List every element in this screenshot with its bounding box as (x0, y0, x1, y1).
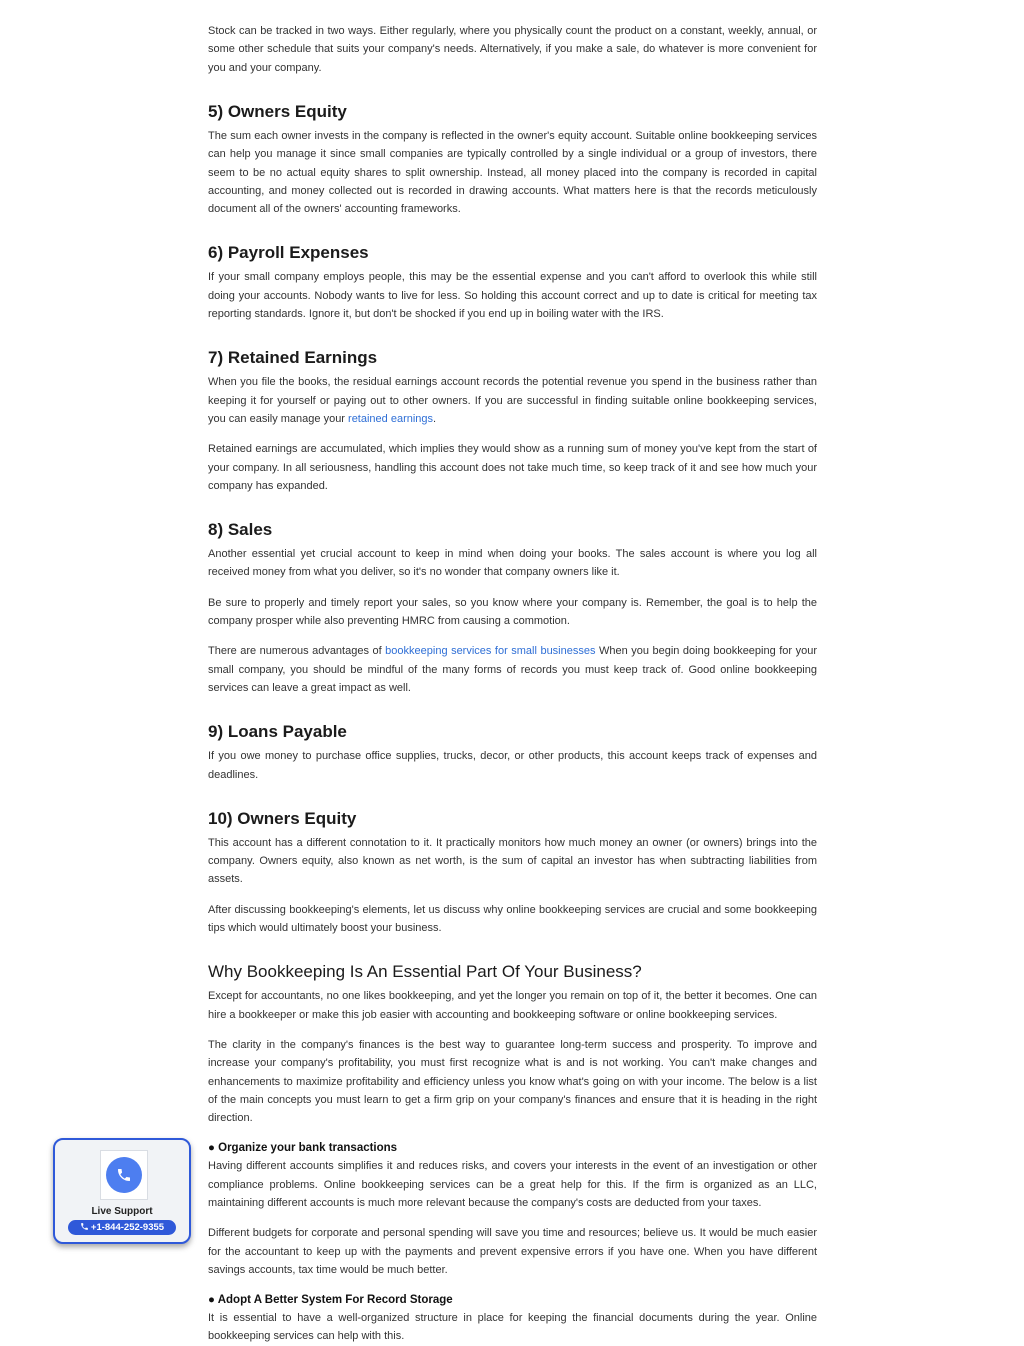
paragraph (208, 642, 817, 697)
paragraph: The sum each owner invests in the company is reflected in the owner's equity account. Suitable online bookkeeping services can help you manage it since small companies are typically controlled by a single individual or a group of investors, there seem to be no actual equity shares to split ownership. Instead, all money placed into the company is recorded in capital accounting, and money collected out is recorded in drawing accounts. What matters here is that the records meticulously document all of the owners' accounting frameworks. (208, 130, 817, 216)
clipped-intro (208, 25, 817, 89)
paragraph: Different budgets for corporate and personal spending will save you time and resources; believe us. It would be much easier for the accountant to keep up with the payments and prevent expensive errors if you have one. When you have different savings accounts, tax time would be much better. (208, 1227, 817, 1276)
live-support-widget[interactable] (53, 1138, 191, 1244)
phone-number-button[interactable] (68, 1220, 176, 1235)
bullet-heading: ● Organize your bank transactions (208, 1142, 398, 1155)
heading-owners-equity-2: 10) Owners Equity (208, 808, 357, 828)
text: When you begin doing bookkeeping for your small company, you should be mindful of the many forms of records you must keep track of. Good online bookkeeping services can leave a great impact as well. (208, 645, 817, 694)
paragraph: The clarity in the company's finances is the best way to guarantee long-term success and prosperity. To improve and increase your company's profitability, you must first recognize what is and is not working. You can't make changes and enhancements to maximize profitability and efficiency unless you know what's going on with your income. The below is a list of the main concepts you must learn to get a firm grip on your company's finances and ensure that it is heading in the right direction. (208, 1038, 817, 1125)
live-support-label: Live Support (91, 1206, 153, 1217)
bullet-heading: ● Adopt A Better System For Record Storage (208, 1294, 453, 1307)
phone-number: +1-844-252-9355 (90, 1222, 165, 1233)
phone-icon[interactable] (106, 1157, 142, 1193)
intro-paragraph: Stock can be tracked in two ways. Either regularly, where you physically count the product on a constant, weekly, annual, or some other schedule that suits your company's needs. Alternatively, if you make a sale, do whatever is more convenient for you and your company. (208, 25, 817, 74)
paragraph: After discussing bookkeeping's elements, let us discuss why online bookkeeping services are crucial and some bookkeeping tips which would ultimately boost your business. (208, 903, 817, 935)
paragraph: Except for accountants, no one likes bookkeeping, and yet the longer you remain on top of it, the better it becomes. One can hire a bookkeeper or make this job easier with accounting and bookkeeping software or online bookkeeping services. (208, 990, 817, 1021)
heading-retained-earnings: 7) Retained Earnings (208, 348, 378, 368)
heading-payroll-expenses: 6) Payroll Expenses (208, 243, 369, 263)
article-content (208, 25, 817, 1343)
paragraph: Retained earnings are accumulated, which implies they would show as a running sum of money you've kept from the start of your company. In all seriousness, handling this account does not take much time, so keep track of it and see how much your company has expanded. (208, 443, 817, 492)
paragraph: If your small company employs people, this may be the essential expense and you can't afford to overlook this while still doing your accounts. Nobody wants to live for less. So holding this account correct and up to date is critical for meeting tax reporting standards. Ignore it, but don't be shocked if you end up in boiling water with the IRS. (208, 271, 817, 321)
text: . (433, 412, 437, 425)
link-retained-earnings[interactable]: retained earnings (348, 412, 434, 425)
phone-icon-box[interactable] (100, 1150, 148, 1200)
paragraph: Another essential yet crucial account to keep in mind when doing your books. The sales account is where you log all received money from what you deliver, so it's no wonder that company owners like it. (208, 548, 817, 579)
heading-sales: 8) Sales (208, 520, 273, 540)
heading-loans-payable: 9) Loans Payable (208, 722, 347, 742)
paragraph (208, 373, 817, 428)
heading-why-bookkeeping: Why Bookkeeping Is An Essential Part Of Your Business? (208, 962, 642, 982)
text: There are numerous advantages of (208, 645, 386, 658)
link-bookkeeping-services[interactable]: bookkeeping services for small businesses (385, 645, 596, 658)
phone-small-icon (80, 1222, 89, 1231)
paragraph: If you owe money to purchase office supplies, trucks, decor, or other products, this account keeps track of expenses and deadlines. (208, 750, 817, 781)
paragraph: This account has a different connotation to it. It practically monitors how much money an owner (or owners) brings into the company. Owners equity, also known as net worth, is the sum of capital an investor has when subtracting liabilities from assets. (208, 836, 817, 886)
heading-owners-equity: 5) Owners Equity (208, 102, 347, 121)
text: When you file the books, the residual earnings account records the potential revenue you spend in the business rather than keeping it for yourself or paying out to other owners. If you are successful in finding suitable online bookkeeping services, you can easily manage your (208, 376, 817, 425)
paragraph: It is essential to have a well-organized structure in place for keeping the financial documents during the year. Online bookkeeping services can help with this. (208, 1312, 817, 1343)
paragraph: Having different accounts simplifies it and reduces risks, and covers your interests in the event of an investigation or other compliance problems. Online bookkeeping services can be a great help for this. If the firm is organized as an LLC, maintaining different accounts is much more relevant because the company's costs are deducted from your taxes. (208, 1160, 817, 1209)
paragraph: Be sure to properly and timely report your sales, so you know where your company is. Remember, the goal is to help the company prosper while also preventing HMRC from causing a commotion. (208, 596, 817, 628)
